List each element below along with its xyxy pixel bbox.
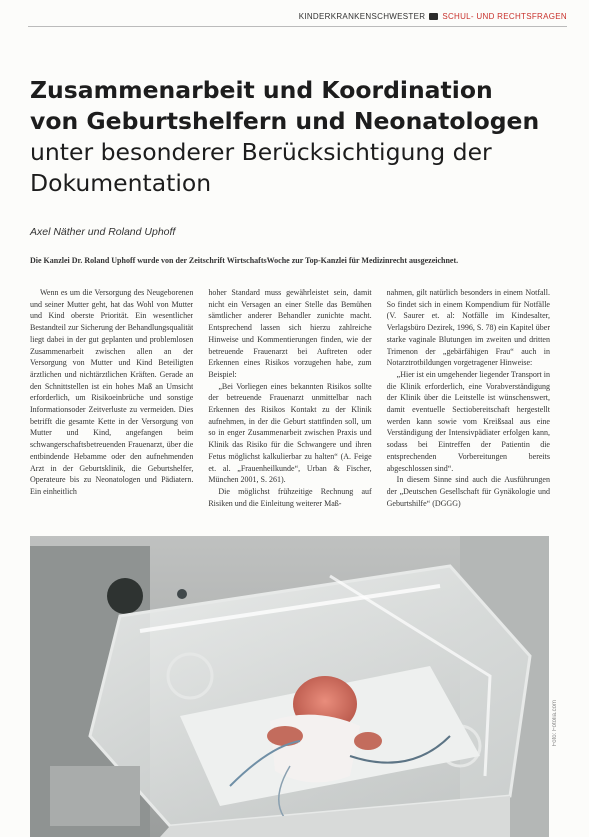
section-name: SCHUL- UND RECHTSFRAGEN (442, 12, 567, 21)
title-line-1: Zusammenarbeit und Koordination (30, 76, 493, 104)
header-divider (28, 26, 567, 27)
paragraph: Wenn es um die Versorgung des Neugeborenen und seiner Mutter geht, hat das Wohl von Mutter und Kind oberste Priorität. Ein wesentlicher Bestandteil zur Sicherung der Behandlungsqualität liegt dabei in der gut geplanten und problemlosen Zusammenarbeit zwischen allen an der Versorgung von Mutter und Kind Beteiligten ärztlichen und nichtärztlichen Kräften. Gerade an den Schnittstellen ist ein hohes Maß an Umsicht erforderlich, um Risikoeinbrüche und sonstige Informationsoder Zeitverluste zu vermeiden. Dies betrifft die gesamte Kette in der Versorgung von Mutter und Kind, angefangen beim schwangerschaftsbetreuenden Frauenarzt, über die entbindende Hebamme oder den aufnehmenden Arzt in der Geburtsklinik, die Geburtshelfer, Operateure bis zu Neonatologen und Pädiatern. Ein einheitlich (30, 288, 194, 496)
photo-credit: Foto: Fotolia.com (552, 700, 558, 747)
paragraph: hoher Standard muss gewährleistet sein, damit nicht ein Versagen an einer Stelle das Bemühen sämtlicher anderer Behandler zunichte macht. Entsprechend lassen sich hierzu zahlreiche Hinweise und Kommentierungen finden, wie der betreuende Frauenarzt bei Auftreten oder Erkennen eines Risikos vorzugehen habe, zum Beispiel: (208, 288, 372, 379)
body-columns (30, 287, 550, 535)
body-column-1 (30, 287, 193, 535)
paragraph: In diesem Sinne sind auch die Ausführungen der „Deutschen Gesellschaft für Gynäkologie und Geburtshilfe“ (DGGG) (386, 475, 550, 508)
paragraph: nahmen, gilt natürlich besonders in einem Notfall. So findet sich in einem Kompendium für Notfälle (V. Saurer et. al: Notfälle im Kindesalter, Verlagsbüro Dezirek, 1996, S. 78) ein Kapitel über starke vaginale Blutungen im zweiten und dritten Trimenon der „gebärfähigen Frau“ auch in Notarztrotbildungen vorgetragener Hinweise: (386, 288, 550, 368)
article-lead: Die Kanzlei Dr. Roland Uphoff wurde von der Zeitschrift WirtschaftsWoche zur Top-Kanzlei für Medizinrecht ausgezeichnet. (30, 256, 459, 265)
incubator-photo (30, 536, 549, 837)
section-marker-icon (429, 13, 438, 20)
running-header (299, 12, 567, 21)
journal-name: KINDERKRANKENSCHWESTER (298, 12, 426, 21)
title-line-3: unter besonderer Berücksichtigung der (30, 138, 492, 166)
body-column-3 (387, 287, 550, 535)
paragraph: „Bei Vorliegen eines bekannten Risikos sollte der betreuende Frauenarzt unmittelbar nach Erkennen des Risikos Kontakt zu der Klinik aufnehmen, in der die Geburt stattfinden soll, um so in enger Zusammenarbeit zwischen Praxis und Klinik das Risiko für die Schwangere und ihren Fetus möglichst kalkulierbar zu halten“ (A. Feige et. al. „Frauenheilkunde“, Urban & Fischer, München 2001, S. 261). (208, 381, 372, 485)
title-line-4: Dokumentation (30, 169, 212, 197)
article-authors: Axel Näther und Roland Uphoff (30, 226, 176, 238)
title-line-2: von Geburtshelfern und Neonatologen (30, 107, 540, 135)
incubator-illustration (30, 536, 549, 837)
paragraph: Die möglichst frühzeitige Rechnung auf Risiken und die Einleitung weiterer Maß- (208, 486, 372, 508)
body-column-2 (208, 287, 371, 535)
paragraph: „Hier ist ein umgehender liegender Transport in die Klinik erforderlich, eine Vorabverständigung der Klinik über die Leitstelle ist wünschenswert, damit eventuelle Sectiobereitschaft hergestellt werden kann sowie vom Kreißsaal aus eine Verständigung der Intensivpädiater erfolgen kann, sodass bei Eintreffen der Patientin die entsprechenden Vorbereitungen bereits abgeschlossen sind“. (386, 369, 550, 473)
article-title (30, 75, 559, 199)
